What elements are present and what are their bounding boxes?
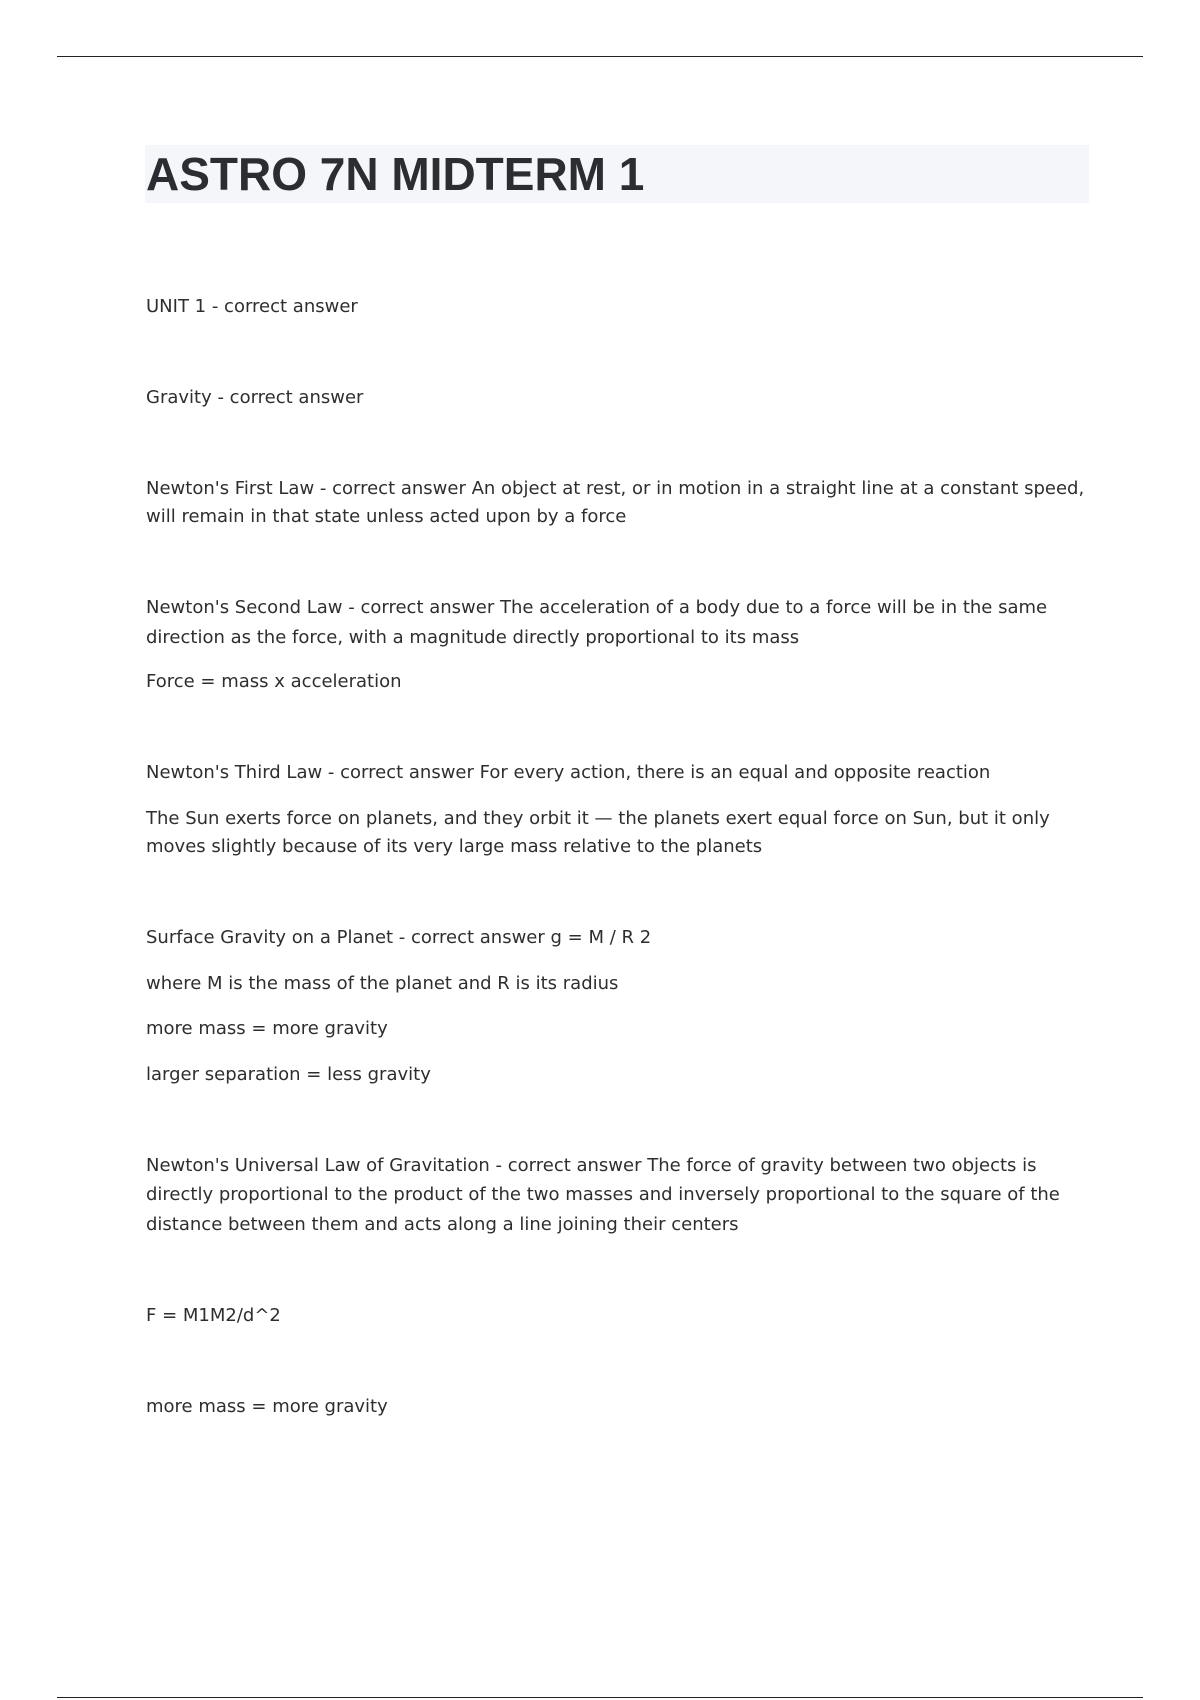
- line-first-law-2: will remain in that state unless acted upon by a force: [146, 506, 627, 527]
- line-more-mass-2: more mass = more gravity: [146, 1396, 388, 1417]
- line-gravity: Gravity - correct answer: [146, 387, 364, 408]
- line-universal-law-1: Newton's Universal Law of Gravitation - correct answer The force of gravity between two objects is: [146, 1155, 1037, 1176]
- document-title: ASTRO 7N MIDTERM 1: [146, 148, 645, 200]
- line-more-mass: more mass = more gravity: [146, 1018, 388, 1039]
- line-first-law-1: Newton's First Law - correct answer An object at rest, or in motion in a straight line at a constant speed,: [146, 478, 1085, 499]
- line-universal-law-3: distance between them and acts along a line joining their centers: [146, 1214, 739, 1235]
- top-divider: [57, 56, 1143, 57]
- bottom-divider: [57, 1697, 1143, 1698]
- line-surface-gravity: Surface Gravity on a Planet - correct answer g = M / R 2: [146, 927, 652, 948]
- line-universal-law-2: directly proportional to the product of the two masses and inversely proportional to the square of the: [146, 1184, 1060, 1205]
- line-second-law-2: direction as the force, with a magnitude directly proportional to its mass: [146, 627, 800, 648]
- line-sun-force-1: The Sun exerts force on planets, and they orbit it — the planets exert equal force on Sun, but it only: [146, 808, 1050, 829]
- line-second-law-1: Newton's Second Law - correct answer The acceleration of a body due to a force will be in the same: [146, 597, 1048, 618]
- line-gravitation-formula: F = M1M2/d^2: [146, 1305, 281, 1326]
- line-unit-1: UNIT 1 - correct answer: [146, 296, 358, 317]
- line-sun-force-2: moves slightly because of its very large mass relative to the planets: [146, 836, 763, 857]
- line-force-formula: Force = mass x acceleration: [146, 671, 402, 692]
- line-third-law: Newton's Third Law - correct answer For every action, there is an equal and opposite reaction: [146, 762, 991, 783]
- line-larger-separation: larger separation = less gravity: [146, 1064, 431, 1085]
- line-mass-radius: where M is the mass of the planet and R is its radius: [146, 973, 619, 994]
